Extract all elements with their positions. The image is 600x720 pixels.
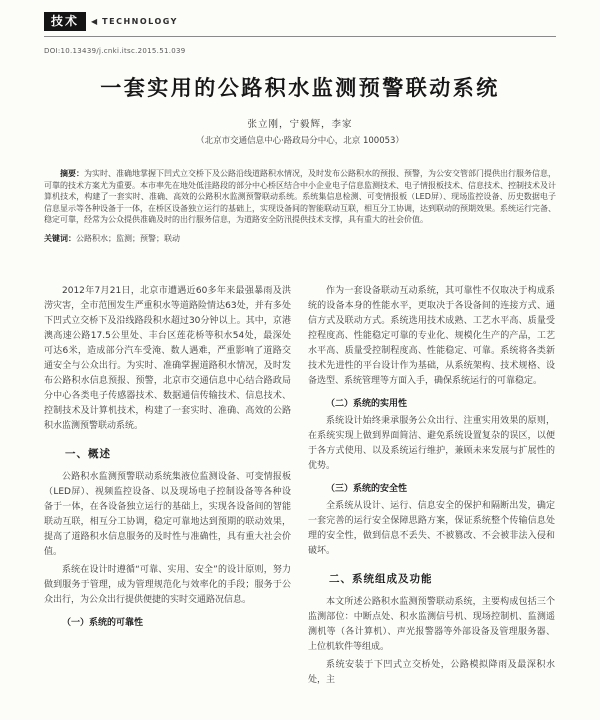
body-paragraph: 本文所述公路积水监测预警联动系统，主要构成包括三个监测部位：中断点处、积水监测信号机、现场控制机、监测遥测机等（各计算机）、声光报警器等外部设备及管理服务器、上位机软件等组成。: [308, 597, 555, 653]
keywords-block: [44, 233, 556, 245]
author-affiliation: （北京市交通信息中心·路政局分中心，北京 100053）: [196, 136, 404, 147]
two-column-body: [44, 284, 556, 691]
abstract-text: 为实时、准确地掌握下凹式立交桥下及公路沿线道路积水情况，及时发布公路积水的预报、预警，为公安交管部门提供出行服务信息，可靠的技术方案尤为重要。本市率先在地处低洼路段的部分中心桥区结合中小企业电子信息监测技术、电子情报板技术、信息技术、控制技术及计算机技术，构建了一套实时、准确、高效的公路积水监测预警联动系统。系统集信息检测、可变情报板（LED屏）、现场监控设备、历史数据电子信息显示等各种设备于一体，在桥区设备独立运行的基础上，实现设备间的智能联动互联，相互分工协调，达到联动的预期效果。系统运行完备、稳定可靠，经常为公众提供准确及时的出行服务信息，为道路安全防汛提供技术支撑，具有重大的社会价值。: [44, 169, 556, 225]
section-label-en: TECHNOLOGY: [102, 17, 178, 26]
subsection-heading-practicality: （二）系统的实用性: [326, 399, 408, 410]
subsection-heading-safety: （三）系统的安全性: [326, 484, 408, 495]
article-title: 一套实用的公路积水监测预警联动系统: [100, 76, 500, 100]
section-heading-overview: 一、概述: [65, 448, 111, 461]
left-arrow-icon: ◀: [91, 16, 98, 26]
section-badge: 技术: [44, 12, 86, 31]
body-paragraph: 系统安装于下凹式立交桥处，公路模拟降雨及最深积水处，主: [308, 660, 555, 686]
journal-header: [44, 12, 556, 37]
doi-text: DOI:10.13439/j.cnki.itsc.2015.51.039: [44, 47, 186, 55]
keywords-label: 关键词：: [44, 233, 76, 243]
keywords-text: 公路积水；监测；预警；联动: [76, 233, 180, 243]
right-column: [308, 284, 555, 691]
left-column: [44, 284, 291, 691]
abstract-label: 摘要：: [60, 169, 84, 179]
body-paragraph: 系统设计始终秉承服务公众出行、注重实用效果的原则，在系统实现上做到界面简洁、避免系统设置复杂的误区，以便于各方式使用、以及系统运行维护，兼顾未来发展与扩展性的优势。: [308, 416, 555, 472]
body-paragraph: 公路积水监测预警联动系统集液位监测设备、可变情报板（LED屏）、视频监控设备、以及现场电子控制设备等各种设备于一体，在各设备独立运行的基础上，实现各设备间的智能联动互联，相互分工协调，稳定可靠地达到预期的联动效果，提高了道路积水信息服务的及时性与准确性，具有重大社会价值。: [44, 472, 291, 558]
body-paragraph: 作为一套设备联动互动系统，其可靠性不仅取决于构成系统的设备本身的性能水平，更取决于各设备间的连接方式、通信方式及联动方式。系统选用技术成熟、工艺水平高、质量受控程度高、性能稳定可靠的专业化、规模化生产的产品，工艺水平高、质量受控制程度高、性能稳定、可靠。系统将各类新技术先进性的平台设计作为基础，从系统架构、技术规格、设备选型、系统管理等方面入手，确保系统运行的可靠稳定。: [308, 286, 555, 387]
author-names: 张立刚，宁毅辉，李家: [247, 119, 353, 131]
section-heading-composition: 二、系统组成及功能: [329, 573, 433, 586]
body-paragraph: 全系统从设计、运行、信息安全的保护和隔断出发，确定一套完善的运行安全保障思路方案，保证系统整个传输信息处理的安全性，做到信息不丢失、不被篡改、不会被非法入侵和破坏。: [308, 501, 555, 557]
body-paragraph: 2012年7月21日，北京市遭遇近60多年来最强暴雨及洪涝灾害，全市范围发生严重积水等道路险情达63处，并有多处下凹式立交桥下及沿线路段积水超过30分钟以上。其中，京港澳高速公路17.5公里处、丰台区莲花桥等积水54处，最深处可达6米，造成部分汽车受淹、数人遇难，严重影响了道路交通安全与公众出行。为实时、准确掌握道路积水情况，及时发布公路积水信息预报、预警，北京市交通信息中心结合路政局分中心各类电子传感器技术、数据通信传输技术、信息技术、控制技术及计算机技术，构建了一套实时、准确、高效的公路积水监测预警联动系统。: [44, 286, 291, 432]
body-paragraph: 系统在设计时遵循“可靠、实用、安全”的设计原则，努力做到服务于管理，成为管理规范化与效率化的手段；服务于公众出行，为公众出行提供便捷的实时交通路况信息。: [44, 565, 291, 606]
abstract-block: [44, 168, 556, 226]
subsection-heading-reliability: （一）系统的可靠性: [62, 618, 144, 629]
